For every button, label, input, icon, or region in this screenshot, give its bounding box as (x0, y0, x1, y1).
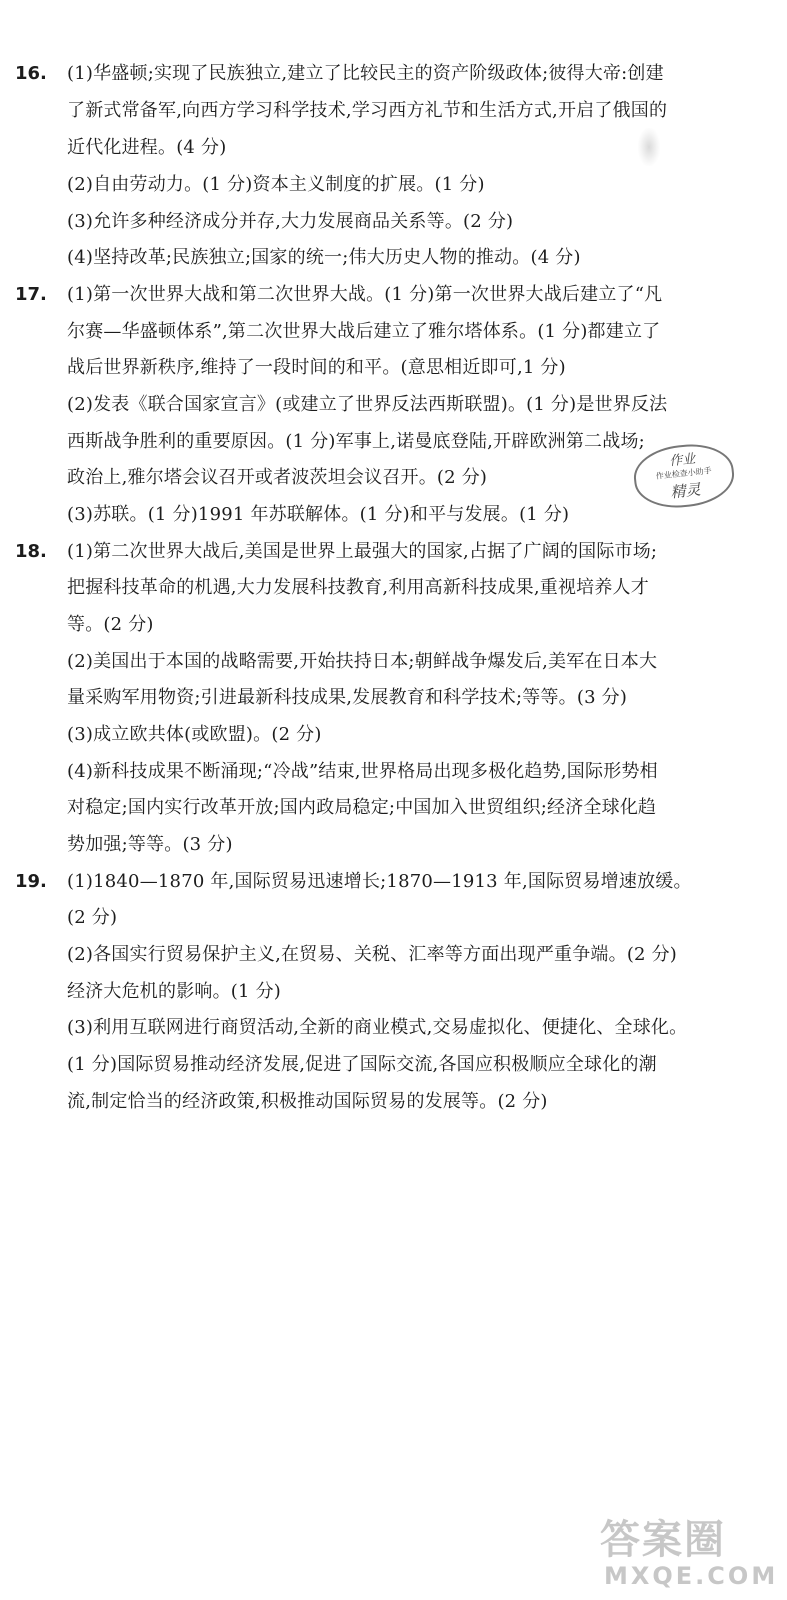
watermark-url: MXQE.COM (604, 1562, 779, 1590)
answer-line: (1)1840—1870 年,国际贸易迅速增长;1870—1913 年,国际贸易增速放缓。 (67, 871, 692, 892)
answer-line: 近代化进程。(4 分) (67, 137, 227, 158)
answer-line: (2 分) (67, 907, 118, 928)
answer-line: 战后世界新秩序,维持了一段时间的和平。(意思相近即可,1 分) (67, 357, 566, 378)
answer-line: 了新式常备军,向西方学习科学技术,学习西方礼节和生活方式,开启了俄国的 (67, 100, 668, 121)
answer-line: (1)第二次世界大战后,美国是世界上最强大的国家,占据了广阔的国际市场; (67, 541, 658, 562)
answer-line: 把握科技革命的机遇,大力发展科技教育,利用高新科技成果,重视培养人才 (67, 577, 649, 598)
answer-line: (1 分)国际贸易推动经济发展,促进了国际交流,各国应积极顺应全球化的潮 (67, 1054, 657, 1075)
question-number: 18. (15, 541, 47, 562)
answer-line: (3)利用互联网进行商贸活动,全新的商业模式,交易虚拟化、便捷化、全球化。 (67, 1017, 688, 1038)
answer-line: 等。(2 分) (67, 614, 154, 635)
answer-line: (2)发表《联合国家宣言》(或建立了世界反法西斯联盟)。(1 分)是世界反法 (67, 394, 668, 415)
question-number: 17. (15, 284, 47, 305)
answer-line: (1)第一次世界大战和第二次世界大战。(1 分)第一次世界大战后建立了“凡 (67, 284, 663, 305)
stamp-subtitle: 作业检查小助手 (655, 466, 713, 481)
answer-line: 量采购军用物资;引进最新科技成果,发展教育和科学技术;等等。(3 分) (67, 687, 628, 708)
stamp-signature: 精灵 (669, 480, 702, 502)
answer-line: 对稳定;国内实行改革开放;国内政局稳定;中国加入世贸组织;经济全球化趋 (67, 797, 657, 818)
answer-line: (3)成立欧共体(或欧盟)。(2 分) (67, 724, 322, 745)
answer-line: 流,制定恰当的经济政策,积极推动国际贸易的发展等。(2 分) (67, 1091, 548, 1112)
answer-line: 势加强;等等。(3 分) (67, 834, 233, 855)
answer-line: (3)允许多种经济成分并存,大力发展商品关系等。(2 分) (67, 211, 514, 232)
question-number: 16. (15, 63, 47, 84)
answer-line: (2)各国实行贸易保护主义,在贸易、关税、汇率等方面出现严重争端。(2 分) (67, 944, 678, 965)
stamp-title: 作业 (668, 451, 697, 470)
answer-line: 经济大危机的影响。(1 分) (67, 981, 282, 1002)
answer-line: (1)华盛顿;实现了民族独立,建立了比较民主的资产阶级政体;彼得大帝:创建 (67, 63, 664, 84)
answer-line: 尔赛—华盛顿体系”,第二次世界大战后建立了雅尔塔体系。(1 分)都建立了 (67, 321, 661, 342)
answer-line: (4)坚持改革;民族独立;国家的统一;伟大历史人物的推动。(4 分) (67, 247, 581, 268)
watermark-logo-text: 答案圈 (600, 1517, 726, 1563)
answer-line: (2)自由劳动力。(1 分)资本主义制度的扩展。(1 分) (67, 174, 485, 195)
answer-line: 政治上,雅尔塔会议召开或者波茨坦会议召开。(2 分) (67, 467, 488, 488)
answer-line: (3)苏联。(1 分)1991 年苏联解体。(1 分)和平与发展。(1 分) (67, 504, 570, 525)
answer-line: (4)新科技成果不断涌现;“冷战”结束,世界格局出现多极化趋势,国际形势相 (67, 761, 658, 782)
site-watermark (598, 1508, 783, 1594)
answer-line: (2)美国出于本国的战略需要,开始扶持日本;朝鲜战争爆发后,美军在日本大 (67, 651, 658, 672)
answer-line: 西斯战争胜利的重要原因。(1 分)军事上,诺曼底登陆,开辟欧洲第二战场; (67, 431, 645, 452)
question-number: 19. (15, 871, 47, 892)
